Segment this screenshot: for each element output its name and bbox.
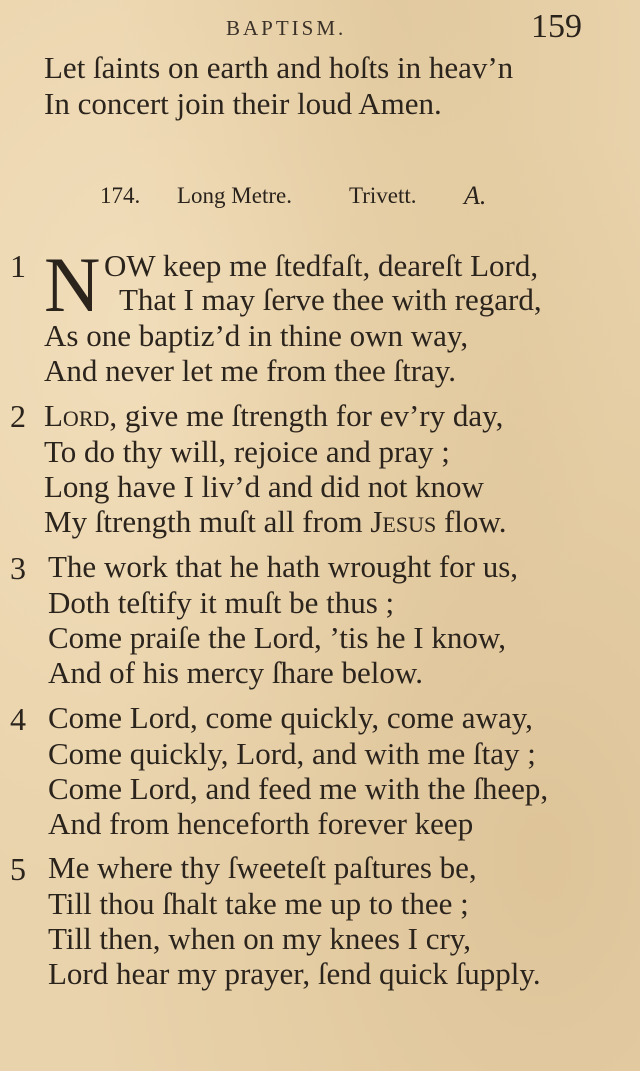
carryover-line-1: Let ſaints on earth and hoſts in heav’n <box>44 50 514 85</box>
stanza-2-line-2: To do thy will, rejoice and pray ; <box>44 434 450 469</box>
stanza-3-line-3: Come praiſe the Lord, ’tis he I know, <box>48 620 507 655</box>
stanza-4-line-2: Come quickly, Lord, and with me ſtay ; <box>48 736 536 771</box>
hymn-number: 174. <box>100 183 141 208</box>
stanza-number-1: 1 <box>10 248 26 284</box>
running-head <box>0 8 640 48</box>
stanza-1-line-4: And never let me from thee ſtray. <box>44 353 457 388</box>
stanza-2-jesus: Jesus <box>370 504 437 539</box>
stanza-5-line-4: Lord hear my prayer, ſend quick ſupply. <box>48 956 541 991</box>
hymn-tune: Trivett. <box>349 183 417 208</box>
stanza-2-line-4 <box>44 504 507 540</box>
stanza-4-line-3: Come Lord, and feed me with the ſheep, <box>48 771 549 806</box>
stanza-1-line-1: OW keep me ſtedfaſt, deareſt Lord, <box>104 248 539 283</box>
stanza-2-first-word: Lord, <box>44 398 118 433</box>
stanza-2-line-1-rest: give me ſtrength for ev’ry day, <box>117 398 504 433</box>
stanza-number-4: 4 <box>10 701 26 737</box>
stanza-5-line-2: Till thou ſhalt take me up to thee ; <box>48 886 469 921</box>
stanza-3-line-2: Doth teſtify it muſt be thus ; <box>48 585 395 620</box>
hymn-header <box>0 183 640 217</box>
hymn-metre: Long Metre. <box>177 183 292 208</box>
stanza-2-line-4-end: flow. <box>436 504 507 539</box>
stanza-number-3: 3 <box>10 550 26 586</box>
stanza-5-line-3: Till then, when on my knees I cry, <box>48 921 472 956</box>
page-number: 159 <box>531 8 582 45</box>
carryover-line-2: In concert join their loud Amen. <box>44 86 442 121</box>
stanza-3-line-1: The work that he hath wrought for us, <box>48 549 519 584</box>
stanza-2-line-1 <box>44 398 503 434</box>
stanza-2-line-4-start: My ſtrength muſt all from <box>44 504 371 539</box>
stanza-4-line-1: Come Lord, come quickly, come away, <box>48 700 533 735</box>
stanza-5-line-1: Me where thy ſweeteſt paſtures be, <box>48 850 477 885</box>
stanza-1-line-2: That I may ſerve thee with regard, <box>119 282 542 317</box>
stanza-number-2: 2 <box>10 398 26 434</box>
stanza-4-line-4: And from henceforth forever keep <box>48 806 474 841</box>
hymn-mark: A. <box>464 181 487 210</box>
stanza-1-line-3: As one baptiz’d in thine own way, <box>44 318 469 353</box>
stanza-number-5: 5 <box>10 851 26 887</box>
stanza-3-line-4: And of his mercy ſhare below. <box>48 655 424 690</box>
running-head-title: BAPTISM. <box>226 16 347 40</box>
drop-cap: N <box>44 241 101 328</box>
stanza-2-line-3: Long have I liv’d and did not know <box>44 469 484 504</box>
